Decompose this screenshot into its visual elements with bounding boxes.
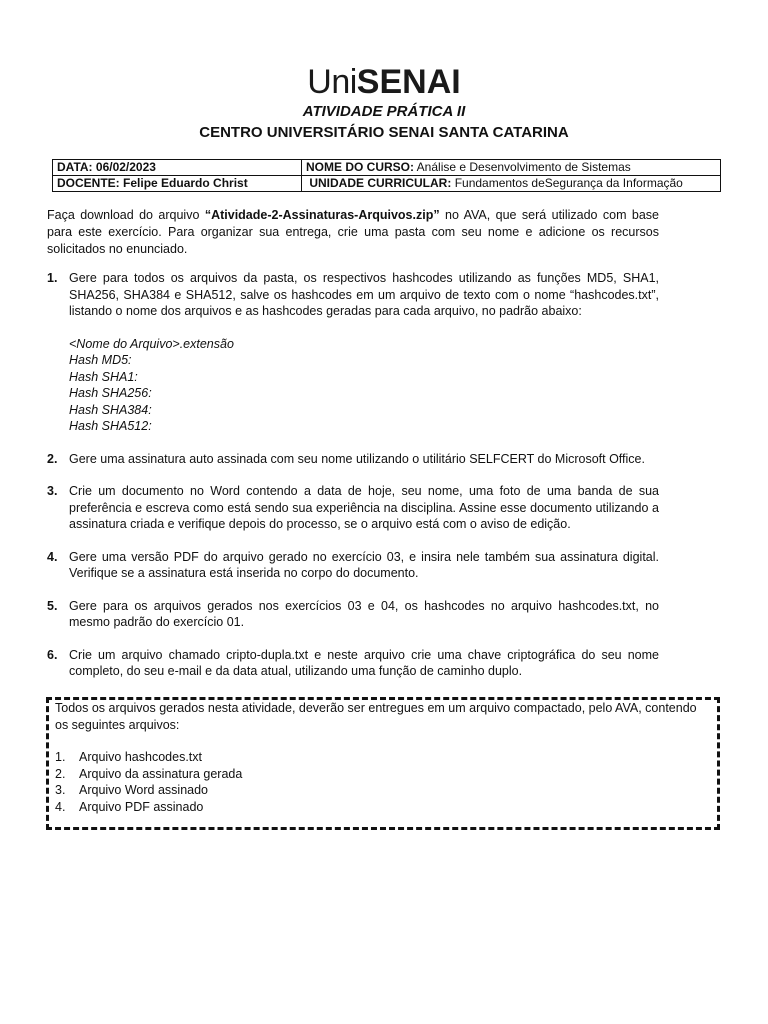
task-text: Crie um arquivo chamado cripto-dupla.txt e neste arquivo crie uma chave criptográfica do seu nome completo, do seu e-mail e da data atual, utilizando uma função de caminho duplo.	[69, 647, 659, 678]
hash-template	[69, 336, 659, 435]
task-number: 5.	[47, 598, 58, 613]
task-number: 2.	[47, 451, 58, 466]
task-item	[47, 549, 659, 582]
info-row	[53, 160, 721, 176]
hash-template-line: Hash SHA512:	[69, 419, 152, 433]
delivery-item-number: 1.	[55, 750, 66, 764]
task-text: Gere para os arquivos gerados nos exercícios 03 e 04, os hashcodes no arquivo hashcodes.txt, no mesmo padrão do exercício 01.	[69, 598, 659, 629]
hash-template-line: <Nome do Arquivo>.extensão	[69, 336, 234, 351]
delivery-item-label: Arquivo PDF assinado	[79, 799, 204, 814]
delivery-item-label: Arquivo Word assinado	[79, 783, 209, 797]
logo-text-senai: SENAI	[356, 63, 461, 101]
task-number: 4.	[47, 549, 58, 564]
task-number: 3.	[47, 484, 58, 498]
task-item	[47, 647, 659, 680]
intro-text-after: no AVA, que será utilizado com base para este exercício. Para organizar sua entrega, crie uma pasta com seu nome e adicione os recursos solicitados no enunciado.	[47, 208, 660, 256]
delivery-item-number: 3.	[55, 783, 66, 797]
task-item	[47, 483, 659, 533]
unit-value: Fundamentos deSegurança da Informação	[454, 176, 683, 190]
delivery-box	[46, 697, 720, 830]
date-value: 06/02/2023	[95, 160, 156, 174]
activity-title: ATIVIDADE PRÁTICA II	[302, 103, 466, 120]
task-item	[47, 270, 659, 435]
course-value: Análise e Desenvolvimento de Sistemas	[416, 160, 631, 174]
teacher-label: DOCENTE:	[57, 176, 120, 190]
delivery-item	[55, 799, 709, 816]
delivery-item-label: Arquivo da assinatura gerada	[79, 766, 243, 781]
task-text: Gere para todos os arquivos da pasta, os respectivos hashcodes utilizando as funções MD5, SHA1, SHA256, SHA384 e SHA512, salve os hashcodes em um arquivo de texto com o nome “hashcodes.txt”, listando o nome dos arquivos e as hashcodes geradas para cada arquivo, no padrão abaixo:	[69, 271, 659, 318]
course-cell	[302, 160, 721, 176]
hash-template-line: Hash SHA1:	[69, 369, 138, 384]
organization-title: CENTRO UNIVERSITÁRIO SENAI SANTA CATARINA	[199, 124, 569, 141]
intro-paragraph	[47, 207, 659, 258]
task-item	[47, 598, 659, 631]
task-text: Gere uma versão PDF do arquivo gerado no exercício 03, e insira nele também sua assinatura digital. Verifique se a assinatura está inserida no corpo do documento.	[69, 549, 659, 580]
delivery-intro: Todos os arquivos gerados nesta atividade, deverão ser entregues em um arquivo compactado, pelo AVA, contendo os seguintes arquivos:	[55, 701, 697, 732]
unisenai-logo	[0, 62, 768, 102]
task-text: Gere uma assinatura auto assinada com seu nome utilizando o utilitário SELFCERT do Microsoft Office.	[69, 451, 645, 466]
delivery-item-label: Arquivo hashcodes.txt	[79, 750, 202, 764]
unit-cell	[302, 176, 721, 192]
delivery-item-number: 2.	[55, 766, 66, 781]
delivery-item-number: 4.	[55, 799, 66, 814]
course-label: NOME DO CURSO:	[306, 160, 414, 174]
info-row	[53, 176, 721, 192]
task-number: 1.	[47, 271, 58, 285]
logo-text-uni: Uni	[307, 63, 357, 101]
intro-file-name: “Atividade-2-Assinaturas-Arquivos.zip”	[204, 208, 440, 222]
delivery-list	[55, 749, 709, 815]
teacher-value: Felipe Eduardo Christ	[123, 176, 248, 190]
task-list	[47, 270, 659, 680]
delivery-item	[55, 749, 709, 766]
task-text: Crie um documento no Word contendo a data de hoje, seu nome, uma foto de uma banda de sua preferência e escreva como está sendo sua experiência na disciplina. Assine esse documento utilizando a assinatura criada e verifique depois do processo, se o arquivo está com o aviso de edição.	[69, 484, 659, 531]
task-item	[47, 451, 659, 468]
delivery-item	[55, 766, 709, 783]
date-label: DATA:	[57, 160, 93, 174]
hash-template-line: Hash MD5:	[69, 353, 132, 367]
teacher-cell	[53, 176, 302, 192]
date-cell	[53, 160, 302, 176]
info-table	[52, 159, 721, 192]
hash-template-line: Hash SHA256:	[69, 386, 152, 400]
intro-text-before: Faça download do arquivo	[47, 208, 200, 222]
unit-label: UNIDADE CURRICULAR:	[309, 176, 452, 190]
task-number: 6.	[47, 647, 58, 662]
hash-template-line: Hash SHA384:	[69, 402, 152, 417]
delivery-item	[55, 782, 709, 799]
